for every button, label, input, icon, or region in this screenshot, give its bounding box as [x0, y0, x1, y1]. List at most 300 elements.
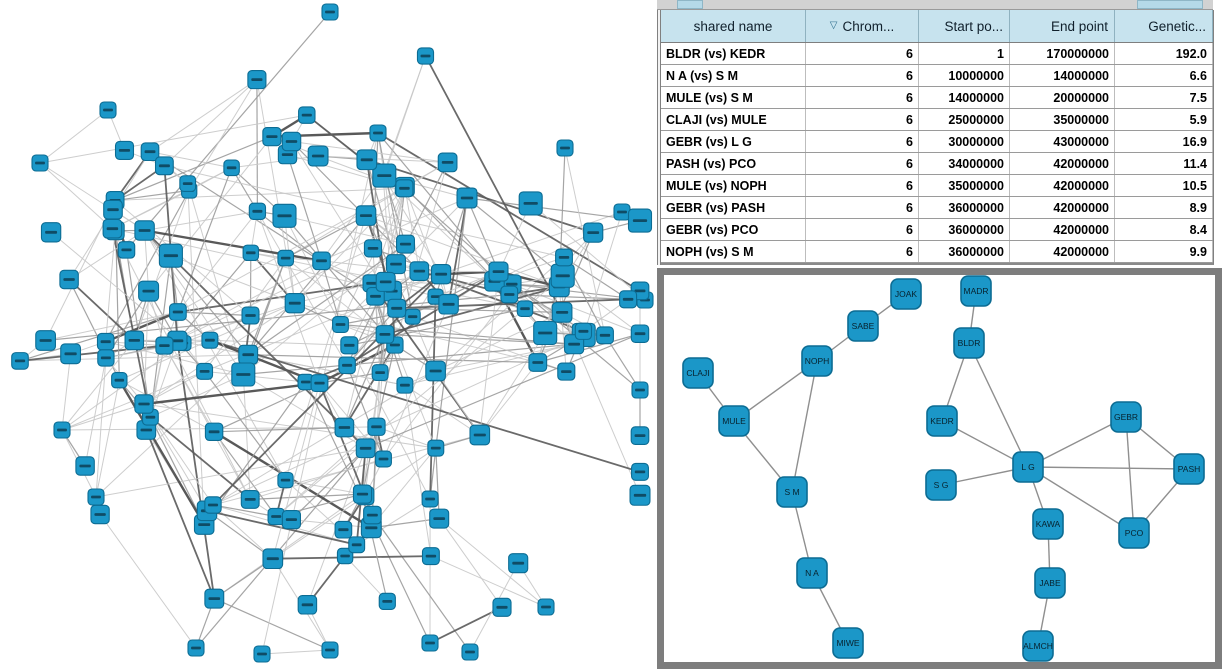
network-node[interactable] [88, 489, 104, 505]
network-node[interactable] [282, 511, 300, 529]
node-label [129, 339, 140, 342]
network-node[interactable] [349, 537, 365, 553]
network-node[interactable] [410, 262, 429, 281]
node-label [209, 430, 220, 433]
network-node[interactable] [298, 596, 316, 614]
table-cell[interactable]: 6 [806, 241, 919, 262]
node-label [159, 344, 170, 347]
table-cell[interactable]: 42000000 [1010, 175, 1115, 196]
network-node[interactable] [135, 395, 153, 413]
node-label [617, 211, 627, 214]
node-label: MADR [963, 286, 989, 296]
table-cell[interactable]: 6 [806, 153, 919, 174]
table-cell[interactable]: 10.5 [1115, 175, 1213, 196]
node-pco[interactable] [1119, 518, 1149, 548]
table-horizontal-scrollbar[interactable] [657, 0, 1213, 10]
table-cell[interactable]: 42000000 [1010, 153, 1115, 174]
network-node[interactable] [364, 506, 382, 524]
node-label [360, 447, 372, 450]
network-node[interactable] [620, 291, 637, 308]
node-mule[interactable] [719, 406, 749, 436]
table-row[interactable] [661, 109, 1213, 131]
network-node[interactable] [36, 331, 56, 351]
table-cell[interactable]: MULE (vs) NOPH [661, 175, 806, 196]
network-node[interactable] [341, 337, 358, 354]
node-label [173, 311, 183, 314]
node-s-g[interactable] [926, 470, 956, 500]
table-cell[interactable]: GEBR (vs) L G [661, 131, 806, 152]
network-node[interactable] [335, 521, 352, 538]
network-node[interactable] [273, 204, 296, 227]
node-label [340, 555, 350, 558]
edge-gebr-pco[interactable] [1126, 417, 1134, 533]
network-node[interactable] [439, 295, 458, 314]
node-label [635, 332, 646, 335]
node-pash[interactable] [1174, 454, 1204, 484]
network-edge [372, 515, 470, 652]
node-label [435, 273, 447, 276]
node-label [560, 147, 570, 150]
column-header-chrom[interactable] [806, 10, 919, 42]
table-cell[interactable]: 30000000 [919, 131, 1010, 152]
table-row[interactable] [661, 87, 1213, 109]
network-node[interactable] [438, 153, 457, 172]
node-shape [833, 628, 863, 658]
network-node[interactable] [98, 350, 114, 366]
table-cell[interactable]: 1 [919, 43, 1010, 64]
network-node[interactable] [141, 143, 159, 161]
network-node[interactable] [100, 102, 116, 118]
table-cell[interactable]: 35000000 [1010, 109, 1115, 130]
table-cell[interactable]: 8.9 [1115, 197, 1213, 218]
table-cell[interactable]: 6 [806, 65, 919, 86]
network-node[interactable] [159, 244, 182, 267]
network-node[interactable] [97, 333, 113, 349]
node-label [63, 278, 74, 281]
table-cell[interactable]: 42000000 [1010, 219, 1115, 240]
network-node[interactable] [339, 357, 355, 373]
network-node[interactable] [432, 265, 451, 284]
network-node[interactable] [630, 485, 650, 505]
network-node[interactable] [170, 304, 187, 321]
small-network-canvas[interactable] [664, 275, 1215, 662]
node-label: S G [933, 480, 949, 490]
node-noph[interactable] [802, 346, 832, 376]
network-node[interactable] [248, 71, 266, 89]
network-node[interactable] [422, 635, 438, 651]
node-label [556, 311, 568, 314]
network-node[interactable] [333, 317, 349, 333]
network-node[interactable] [41, 223, 60, 242]
node-label [474, 434, 486, 437]
table-cell[interactable]: 170000000 [1010, 43, 1115, 64]
network-node[interactable] [139, 281, 159, 301]
node-label [146, 416, 156, 419]
table-row[interactable] [661, 43, 1213, 65]
table-cell[interactable]: 192.0 [1115, 43, 1213, 64]
node-jabe[interactable] [1035, 568, 1065, 598]
node-label [242, 353, 254, 356]
node-label [57, 429, 67, 432]
network-node[interactable] [205, 589, 224, 608]
table-cell[interactable]: 6 [806, 219, 919, 240]
edge-l-g-pash[interactable] [1028, 467, 1189, 469]
node-kawa[interactable] [1033, 509, 1063, 539]
network-node[interactable] [551, 264, 574, 287]
node-label [399, 187, 410, 190]
network-node[interactable] [552, 303, 572, 323]
table-cell[interactable]: 6 [806, 197, 919, 218]
network-node[interactable] [417, 48, 433, 64]
node-label [183, 182, 193, 185]
node-miwe[interactable] [833, 628, 863, 658]
node-label [465, 651, 475, 654]
node-label [371, 425, 382, 428]
network-node[interactable] [353, 485, 371, 503]
node-shape [1035, 568, 1065, 598]
node-label [587, 231, 599, 234]
network-node[interactable] [501, 286, 518, 303]
node-label [286, 140, 297, 143]
network-node[interactable] [631, 427, 649, 445]
network-node[interactable] [397, 377, 413, 393]
network-node[interactable] [313, 252, 330, 269]
network-node[interactable] [519, 192, 542, 215]
network-node[interactable] [372, 365, 388, 381]
node-sabe[interactable] [848, 311, 878, 341]
table-cell[interactable]: 14000000 [919, 87, 1010, 108]
network-node[interactable] [422, 548, 439, 565]
node-label [119, 149, 130, 152]
table-cell[interactable]: 5.9 [1115, 109, 1213, 130]
node-label [635, 434, 646, 437]
table-cell[interactable]: 6.6 [1115, 65, 1213, 86]
node-gebr[interactable] [1111, 402, 1141, 432]
node-almch[interactable] [1023, 631, 1053, 661]
column-header-shared-name[interactable] [661, 10, 806, 42]
node-label [635, 471, 645, 474]
table-cell[interactable]: 6 [806, 131, 919, 152]
network-node[interactable] [632, 382, 648, 398]
table-row[interactable] [661, 241, 1213, 263]
table-cell[interactable]: PASH (vs) PCO [661, 153, 806, 174]
network-node[interactable] [356, 206, 376, 226]
network-node[interactable] [249, 203, 265, 219]
network-node[interactable] [368, 418, 385, 435]
network-node[interactable] [202, 332, 218, 348]
node-bldr[interactable] [954, 328, 984, 358]
network-node[interactable] [397, 235, 415, 253]
network-edge [100, 515, 196, 649]
table-cell[interactable]: 36000000 [919, 219, 1010, 240]
node-label [421, 55, 431, 58]
network-node[interactable] [242, 307, 259, 324]
network-node[interactable] [322, 4, 338, 20]
network-node[interactable] [376, 451, 392, 467]
network-node[interactable] [112, 373, 127, 388]
network-node[interactable] [388, 299, 406, 317]
node-label [205, 339, 215, 342]
node-label [145, 150, 156, 153]
node-label [496, 606, 507, 609]
scrollbar-segment-right[interactable] [1137, 0, 1203, 9]
table-cell[interactable]: 42000000 [1010, 241, 1115, 262]
node-label [227, 166, 237, 169]
node-label [380, 281, 392, 284]
network-node[interactable] [493, 598, 511, 616]
table-cell[interactable]: 8.4 [1115, 219, 1213, 240]
network-node[interactable] [205, 497, 221, 513]
network-node[interactable] [370, 125, 386, 141]
node-label [633, 219, 647, 222]
table-body [661, 43, 1213, 263]
network-edge [436, 448, 439, 518]
node-n-a[interactable] [797, 558, 827, 588]
network-edge [257, 80, 295, 304]
column-header-genetic[interactable] [1115, 10, 1213, 42]
network-node[interactable] [426, 361, 446, 381]
node-joak[interactable] [891, 279, 921, 309]
table-cell[interactable]: 25000000 [919, 109, 1010, 130]
node-label [400, 384, 410, 387]
network-node[interactable] [517, 301, 532, 316]
network-node[interactable] [61, 344, 81, 364]
table-cell[interactable]: 6 [806, 43, 919, 64]
scrollbar-segment-left[interactable] [677, 0, 703, 9]
network-node[interactable] [76, 457, 94, 475]
network-node[interactable] [457, 188, 477, 208]
node-label: PASH [1177, 464, 1201, 474]
table-cell[interactable]: CLAJI (vs) MULE [661, 109, 806, 130]
network-edge [62, 354, 71, 430]
network-node[interactable] [335, 418, 354, 437]
node-label [208, 597, 220, 600]
table-row[interactable] [661, 65, 1213, 87]
edge-noph-s-m[interactable] [792, 361, 817, 492]
table-cell[interactable]: 9.9 [1115, 241, 1213, 262]
network-node[interactable] [364, 240, 381, 257]
network-node[interactable] [376, 326, 394, 344]
network-node[interactable] [54, 422, 70, 438]
node-label [266, 135, 277, 138]
network-node[interactable] [322, 642, 338, 658]
node-label: MULE [722, 416, 746, 426]
network-node[interactable] [188, 640, 204, 656]
table-cell[interactable]: 6 [806, 87, 919, 108]
node-shape [797, 558, 827, 588]
node-label: NOPH [804, 356, 830, 366]
node-label [245, 314, 256, 317]
network-node[interactable] [241, 491, 259, 509]
table-cell[interactable]: 36000000 [919, 241, 1010, 262]
network-node[interactable] [285, 294, 304, 313]
network-node[interactable] [180, 176, 196, 192]
network-node[interactable] [12, 353, 29, 370]
network-node[interactable] [470, 425, 490, 445]
network-node[interactable] [489, 262, 508, 281]
network-node[interactable] [557, 140, 573, 156]
network-node[interactable] [632, 463, 649, 480]
network-edge [127, 12, 331, 250]
node-label [107, 208, 119, 211]
node-shape [927, 406, 957, 436]
table-cell[interactable]: BLDR (vs) KEDR [661, 43, 806, 64]
network-node[interactable] [584, 223, 603, 242]
network-node[interactable] [263, 549, 283, 569]
table-cell[interactable]: 6 [806, 109, 919, 130]
network-node[interactable] [597, 327, 614, 344]
network-node[interactable] [32, 155, 48, 171]
network-node[interactable] [239, 345, 258, 364]
table-row[interactable] [661, 197, 1213, 219]
node-label: ALMCH [1023, 641, 1053, 651]
table-cell[interactable]: 10000000 [919, 65, 1010, 86]
network-edge [106, 231, 115, 342]
node-claji[interactable] [683, 358, 713, 388]
table-cell[interactable]: 11.4 [1115, 153, 1213, 174]
network-edge [85, 358, 106, 466]
table-cell[interactable]: 7.5 [1115, 87, 1213, 108]
column-header-end-point[interactable] [1010, 10, 1115, 42]
node-label [430, 370, 442, 373]
table-cell[interactable]: 43000000 [1010, 131, 1115, 152]
column-header-label: Genetic... [1148, 18, 1206, 34]
network-node[interactable] [538, 599, 554, 615]
network-node[interactable] [462, 644, 478, 660]
node-label [115, 379, 124, 382]
network-node[interactable] [631, 325, 648, 342]
network-node[interactable] [430, 509, 449, 528]
edge-bldr-l-g[interactable] [969, 343, 1028, 467]
node-s-m[interactable] [777, 477, 807, 507]
node-label [442, 161, 454, 164]
table-cell[interactable]: 36000000 [919, 197, 1010, 218]
table-cell[interactable]: 35000000 [919, 175, 1010, 196]
table-cell[interactable]: GEBR (vs) PCO [661, 219, 806, 240]
node-label [200, 370, 210, 373]
network-node[interactable] [376, 272, 395, 291]
network-node[interactable] [263, 128, 281, 146]
network-node[interactable] [575, 323, 591, 339]
node-label: JABE [1039, 578, 1061, 588]
network-node[interactable] [428, 440, 444, 456]
node-label [382, 600, 392, 603]
network-node[interactable] [116, 141, 134, 159]
network-node[interactable] [60, 270, 78, 288]
table-row[interactable] [661, 175, 1213, 197]
node-shape [683, 358, 713, 388]
table-cell[interactable]: N A (vs) S M [661, 65, 806, 86]
table-cell[interactable]: NOPH (vs) S M [661, 241, 806, 262]
table-row[interactable] [661, 219, 1213, 241]
table-cell[interactable]: 6 [806, 175, 919, 196]
network-node[interactable] [125, 331, 143, 349]
network-node[interactable] [156, 157, 174, 175]
node-l-g[interactable] [1013, 452, 1043, 482]
node-label [302, 114, 312, 117]
node-label [312, 155, 324, 158]
network-node[interactable] [629, 209, 652, 232]
table-cell[interactable]: MULE (vs) S M [661, 87, 806, 108]
network-node[interactable] [135, 221, 154, 240]
network-node[interactable] [243, 245, 258, 260]
node-label [251, 78, 262, 81]
right-column [657, 0, 1222, 669]
network-node[interactable] [556, 249, 573, 266]
table-cell[interactable]: 42000000 [1010, 197, 1115, 218]
node-madr[interactable] [961, 276, 991, 306]
network-node[interactable] [529, 354, 547, 372]
node-label: BLDR [957, 338, 981, 348]
network-edge [62, 404, 144, 430]
network-node[interactable] [357, 150, 377, 170]
table-cell[interactable]: 16.9 [1115, 131, 1213, 152]
network-node[interactable] [224, 160, 239, 175]
network-node[interactable] [387, 255, 406, 274]
network-node[interactable] [197, 363, 213, 379]
table-row[interactable] [661, 153, 1213, 175]
network-edge [467, 198, 499, 272]
column-header-start-po[interactable] [919, 10, 1010, 42]
network-node[interactable] [118, 242, 134, 258]
network-node[interactable] [396, 180, 413, 197]
table-row[interactable] [661, 131, 1213, 153]
network-node[interactable] [308, 146, 328, 166]
network-node[interactable] [104, 200, 123, 219]
table-cell[interactable]: GEBR (vs) PASH [661, 197, 806, 218]
network-node[interactable] [278, 473, 293, 488]
node-label [360, 214, 372, 217]
network-node[interactable] [254, 646, 270, 662]
network-edge [262, 650, 330, 654]
node-label [101, 357, 111, 360]
edge-table [661, 10, 1214, 265]
network-node[interactable] [405, 309, 420, 324]
node-label [40, 339, 52, 342]
table-cell[interactable]: 34000000 [919, 153, 1010, 174]
network-node[interactable] [379, 593, 395, 609]
network-node[interactable] [509, 554, 528, 573]
network-node[interactable] [558, 363, 575, 380]
node-label [532, 361, 543, 364]
network-node[interactable] [299, 107, 315, 123]
network-node[interactable] [422, 491, 438, 507]
network-node[interactable] [311, 375, 328, 392]
node-label [541, 606, 551, 609]
network-node[interactable] [232, 363, 255, 386]
network-node[interactable] [614, 204, 630, 220]
network-node[interactable] [534, 322, 557, 345]
network-node[interactable] [282, 132, 300, 150]
table-header-row [661, 10, 1213, 43]
table-cell[interactable]: 14000000 [1010, 65, 1115, 86]
node-shape [802, 346, 832, 376]
network-node[interactable] [103, 219, 122, 238]
network-edge [96, 358, 106, 497]
node-label [600, 334, 610, 337]
node-kedr[interactable] [927, 406, 957, 436]
network-node[interactable] [91, 505, 109, 523]
network-node[interactable] [156, 337, 173, 354]
network-view-secondary-canvas[interactable] [664, 275, 1215, 662]
column-header-label: Start po... [944, 18, 1003, 34]
node-label [578, 330, 588, 333]
network-node[interactable] [278, 250, 294, 266]
node-label [352, 543, 362, 546]
table-cell[interactable]: 20000000 [1010, 87, 1115, 108]
network-node[interactable] [205, 423, 222, 440]
network-node[interactable] [356, 439, 375, 458]
